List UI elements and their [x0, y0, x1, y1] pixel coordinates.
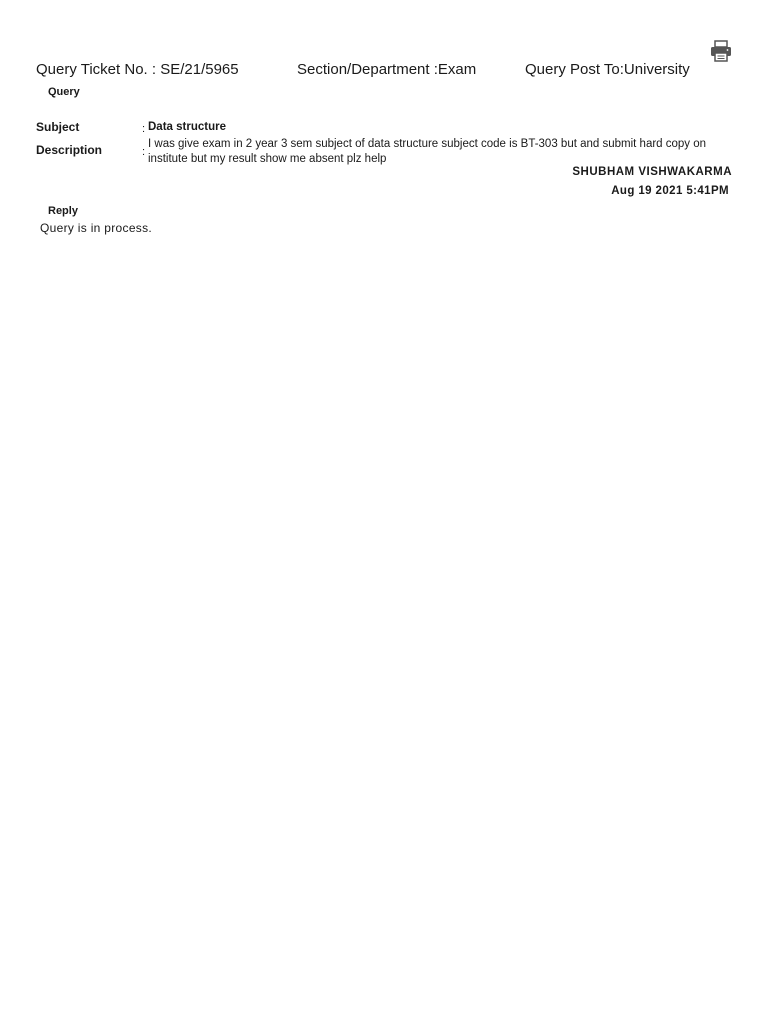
ticket-number: Query Ticket No. : SE/21/5965	[36, 61, 239, 78]
subject-separator: :	[142, 123, 146, 135]
subject-value: Data structure	[148, 121, 226, 133]
print-button[interactable]	[709, 39, 733, 63]
section-department: Section/Department :Exam	[297, 61, 477, 78]
reply-text: Query is in process.	[40, 221, 153, 235]
description-separator: :	[142, 146, 146, 158]
reply-section-label: Reply	[48, 205, 78, 217]
query-section-label: Query	[48, 86, 80, 98]
query-datetime: Aug 19 2021 5:41PM	[611, 185, 729, 197]
description-value: I was give exam in 2 year 3 sem subject of data structure subject code is BT-303 but and submit hard copy on institute but my result show me absent plz help	[148, 138, 707, 165]
printer-icon	[709, 39, 733, 63]
subject-label: Subject	[36, 120, 80, 134]
query-author: SHUBHAM VISHWAKARMA	[572, 166, 732, 178]
description-label: Description	[36, 143, 103, 157]
query-post-to: Query Post To:University	[525, 61, 690, 78]
